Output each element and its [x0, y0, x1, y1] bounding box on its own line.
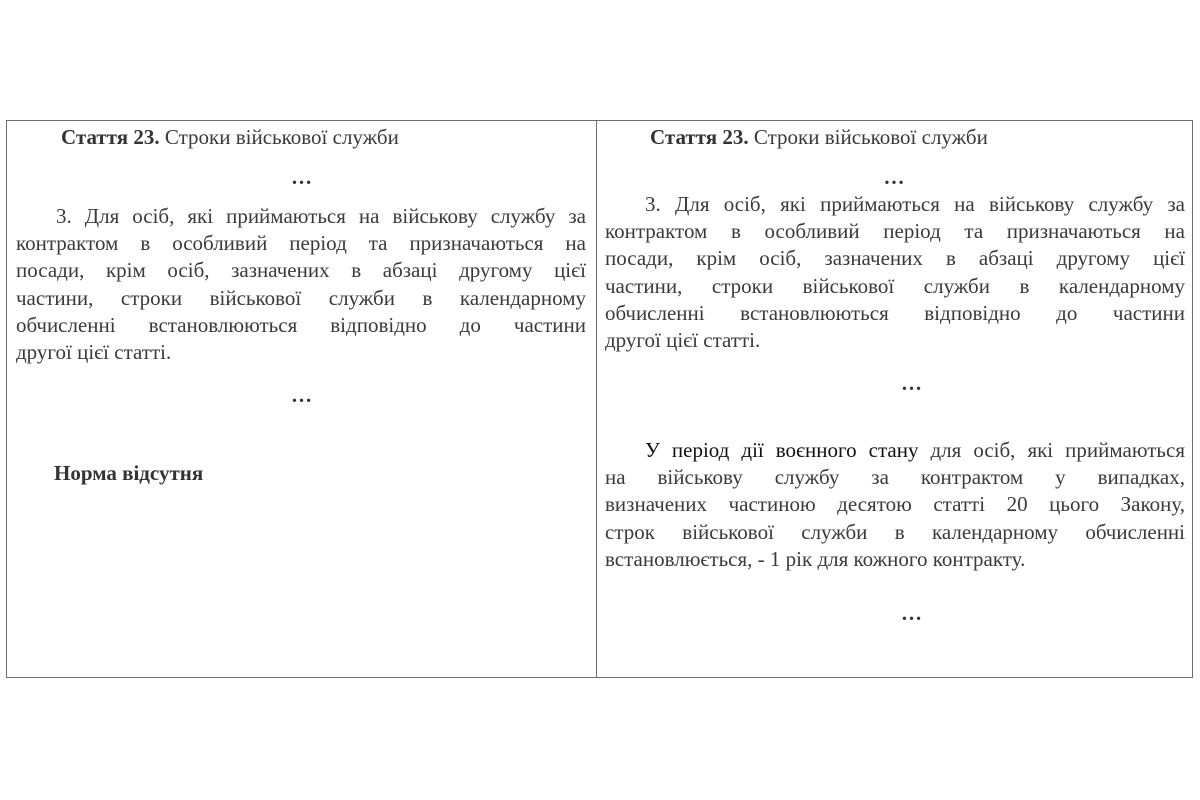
article-title: Строки військової служби — [748, 125, 988, 149]
missing-norm-label: Норма відсутня — [54, 461, 204, 485]
comparison-table — [6, 120, 1193, 678]
article-heading — [61, 124, 399, 151]
paragraph-line: строк військової служби в календарному обчисленні — [605, 519, 1185, 544]
paragraph-line: частини, строки військової служби в календарному — [16, 285, 586, 310]
paragraph-line: визначених частиною десятою статті 20 цього Закону, — [605, 492, 1185, 517]
article-heading — [650, 124, 988, 151]
paragraph-line: контрактом в особливий період та призначаються на — [16, 231, 586, 256]
proposed-version-column — [597, 121, 1192, 677]
omission-ellipsis: … — [291, 165, 313, 189]
omission-ellipsis: … — [291, 383, 313, 407]
paragraph-line: другої цієї статті. — [605, 328, 761, 353]
paragraph-line: встановлюється, - 1 рік для кожного контракту. — [605, 546, 1026, 571]
paragraph-line: другої цієї статті. — [16, 340, 172, 365]
paragraph-3 — [605, 191, 1185, 354]
paragraph-line: 3. Для осіб, які приймаються на військову службу за — [56, 204, 586, 228]
paragraph-line: обчисленні встановлюються відповідно до частини — [605, 300, 1185, 325]
omission-ellipsis: … — [901, 601, 923, 625]
omission-ellipsis: … — [883, 165, 906, 189]
paragraph-line: на військову службу за контрактом у випадках, — [605, 465, 1185, 490]
paragraph-line: 3. Для осіб, які приймаються на військову службу за — [645, 192, 1185, 216]
paragraph-line: посади, крім осіб, зазначених в абзаці другому цієї — [16, 258, 586, 283]
paragraph-line: частини, строки військової служби в календарному — [605, 273, 1185, 298]
paragraph-line: посади, крім осіб, зазначених в абзаці другому цієї — [605, 246, 1185, 271]
current-version-column — [7, 121, 597, 677]
omission-ellipsis: … — [901, 371, 923, 395]
paragraph-line: обчисленні встановлюються відповідно до частини — [16, 312, 586, 337]
paragraph-3 — [16, 203, 586, 366]
article-number: Стаття 23. — [650, 125, 749, 149]
article-number: Стаття 23. — [61, 125, 160, 149]
paragraph-line: У період дії воєнного стану для осіб, які приймаються — [645, 438, 1185, 462]
martial-law-emphasis: У період дії воєнного стану — [645, 438, 919, 462]
new-paragraph — [605, 437, 1185, 573]
article-title: Строки військової служби — [159, 125, 399, 149]
paragraph-line: контрактом в особливий період та призначаються на — [605, 219, 1185, 244]
